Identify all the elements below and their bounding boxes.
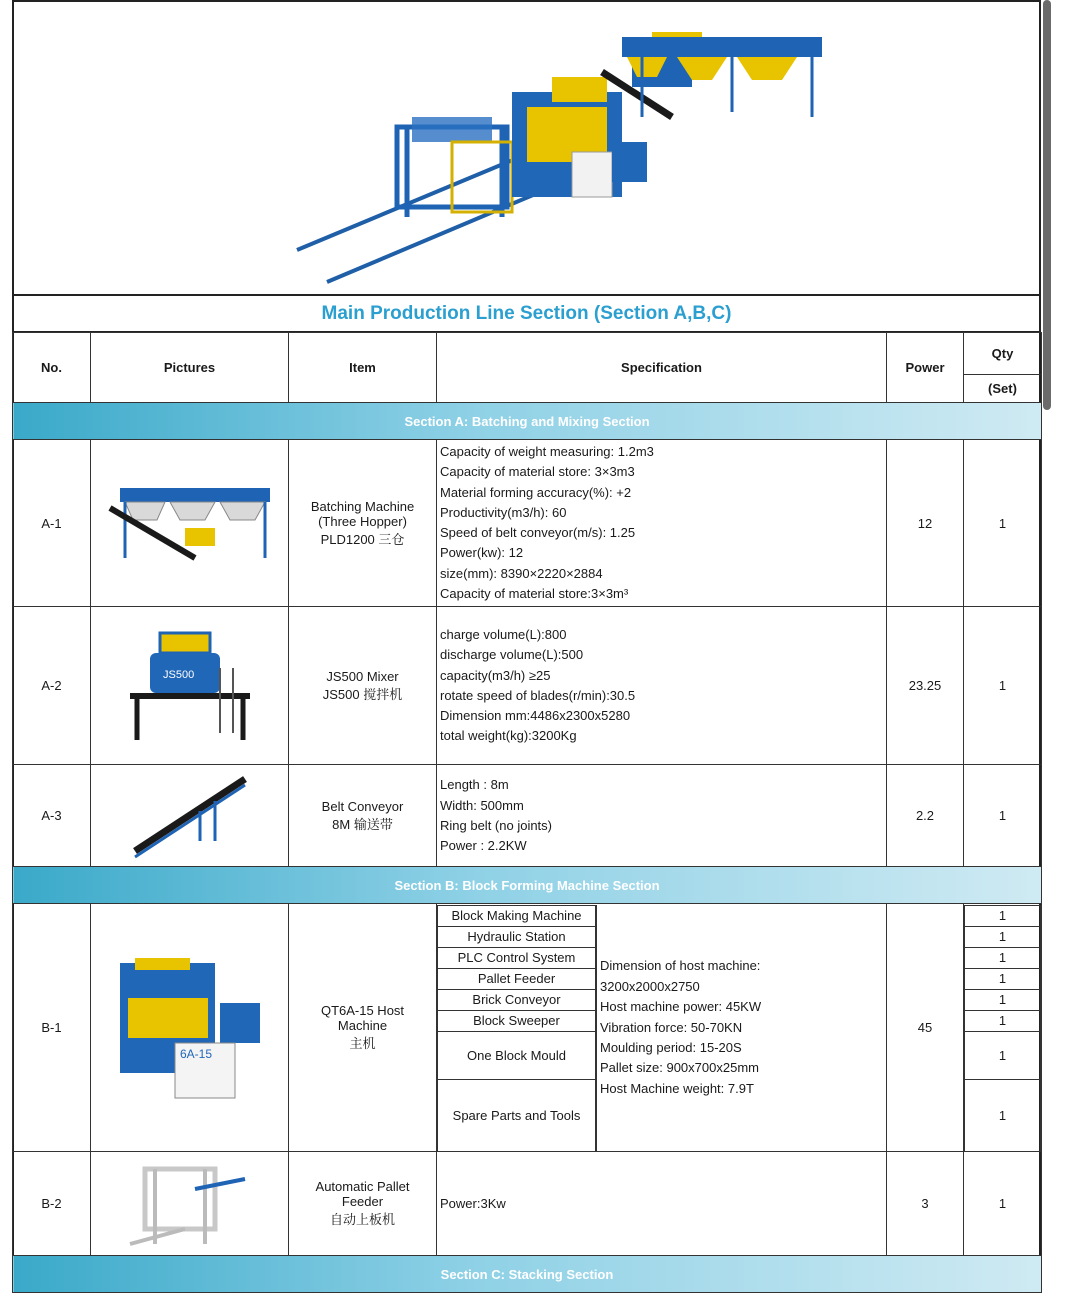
specification: Capacity of weight measuring: 1.2m3 Capacity of material store: 3×3m3 Material forming accuracy(%): +2 Productivity(m3/h): 60 Speed of belt conveyor(m/s): 1.25 Power(kw): 12 size(mm): 8390×2220×2884 Capacity of material store:3×3m³ xyxy=(437,440,887,607)
equipment-table xyxy=(12,332,1042,1293)
specification: Power:3Kw xyxy=(437,1152,887,1256)
list-item: Block Making Machine xyxy=(438,905,596,926)
qty-value: 1 xyxy=(965,926,1041,947)
section-a-header: Section A: Batching and Mixing Section xyxy=(13,403,1042,440)
qty-value: 1 xyxy=(965,1010,1041,1031)
column-header-pictures: Pictures xyxy=(91,333,289,403)
production-line-illustration xyxy=(12,2,1037,294)
item-name: Batching Machine (Three Hopper) PLD1200 三仓 xyxy=(289,440,437,607)
section-b-header: Section B: Block Forming Machine Section xyxy=(13,867,1042,904)
table-row xyxy=(13,765,1042,867)
column-header-no: No. xyxy=(13,333,91,403)
column-header-qty: Qty xyxy=(964,333,1042,375)
b1-spec-cell xyxy=(437,904,887,1152)
mixer-picture xyxy=(91,607,289,765)
list-item: PLC Control System xyxy=(438,947,596,968)
table-row xyxy=(13,1152,1042,1256)
pallet-feeder-picture xyxy=(91,1152,289,1256)
item-name: QT6A-15 Host Machine 主机 xyxy=(289,904,437,1152)
item-name: Automatic Pallet Feeder 自动上板机 xyxy=(289,1152,437,1256)
host-machine-picture xyxy=(91,904,289,1152)
qty-value: 1 xyxy=(964,440,1042,607)
specification: Dimension of host machine: 3200x2000x2750 Host machine power: 45KW Vibration force: 50-70KN Moulding period: 15-20S Pallet size: 900x700x25mm Host Machine weight: 7.9T xyxy=(600,958,762,1096)
component-list xyxy=(437,905,596,1151)
list-item: Brick Conveyor xyxy=(438,989,596,1010)
power-value: 45 xyxy=(887,904,964,1152)
power-value: 2.2 xyxy=(887,765,964,867)
power-value: 3 xyxy=(887,1152,964,1256)
column-header-specification: Specification xyxy=(437,333,887,403)
qty-list-cell xyxy=(964,904,1042,1152)
table-row xyxy=(13,904,1042,1152)
list-item: Block Sweeper xyxy=(438,1010,596,1031)
table-header-row xyxy=(13,333,1042,375)
row-number: A-2 xyxy=(13,607,91,765)
row-number: A-1 xyxy=(13,440,91,607)
qty-value: 1 xyxy=(965,1031,1041,1079)
specification: charge volume(L):800 discharge volume(L):500 capacity(m3/h) ≥25 rotate speed of blades(r/min):30.5 Dimension mm:4486x2300x5280 total weight(kg):3200Kg xyxy=(437,607,887,765)
list-item: One Block Mould xyxy=(438,1031,596,1079)
specification: Length : 8m Width: 500mm Ring belt (no joints) Power : 2.2KW xyxy=(437,765,887,867)
qty-value: 1 xyxy=(965,1079,1041,1151)
item-name: Belt Conveyor 8M 输送带 xyxy=(289,765,437,867)
qty-value: 1 xyxy=(965,947,1041,968)
qty-value: 1 xyxy=(965,989,1041,1010)
list-item: Pallet Feeder xyxy=(438,968,596,989)
list-item: Hydraulic Station xyxy=(438,926,596,947)
row-number: B-1 xyxy=(13,904,91,1152)
batching-machine-picture xyxy=(91,440,289,607)
qty-list xyxy=(964,905,1041,1151)
column-header-power: Power xyxy=(887,333,964,403)
qty-value: 1 xyxy=(964,1152,1042,1256)
belt-conveyor-picture xyxy=(91,765,289,867)
power-value: 12 xyxy=(887,440,964,607)
section-c-header: Section C: Stacking Section xyxy=(13,1256,1042,1293)
row-number: B-2 xyxy=(13,1152,91,1256)
qty-value: 1 xyxy=(965,968,1041,989)
qty-value: 1 xyxy=(965,905,1041,926)
row-number: A-3 xyxy=(13,765,91,867)
table-row xyxy=(13,440,1042,607)
host-machine-label: 6A-15 xyxy=(179,1046,212,1061)
production-line-image xyxy=(12,0,1041,296)
qty-value: 1 xyxy=(964,765,1042,867)
power-value: 23.25 xyxy=(887,607,964,765)
list-item: Spare Parts and Tools xyxy=(438,1079,596,1151)
column-header-item: Item xyxy=(289,333,437,403)
table-row xyxy=(13,607,1042,765)
qty-value: 1 xyxy=(964,607,1042,765)
column-header-qty-unit: (Set) xyxy=(964,375,1042,403)
scrollbar[interactable] xyxy=(1043,0,1051,410)
mixer-label: JS500 xyxy=(162,669,194,682)
item-name: JS500 Mixer JS500 搅拌机 xyxy=(289,607,437,765)
page-title: Main Production Line Section (Section A,B,C) xyxy=(12,296,1041,333)
